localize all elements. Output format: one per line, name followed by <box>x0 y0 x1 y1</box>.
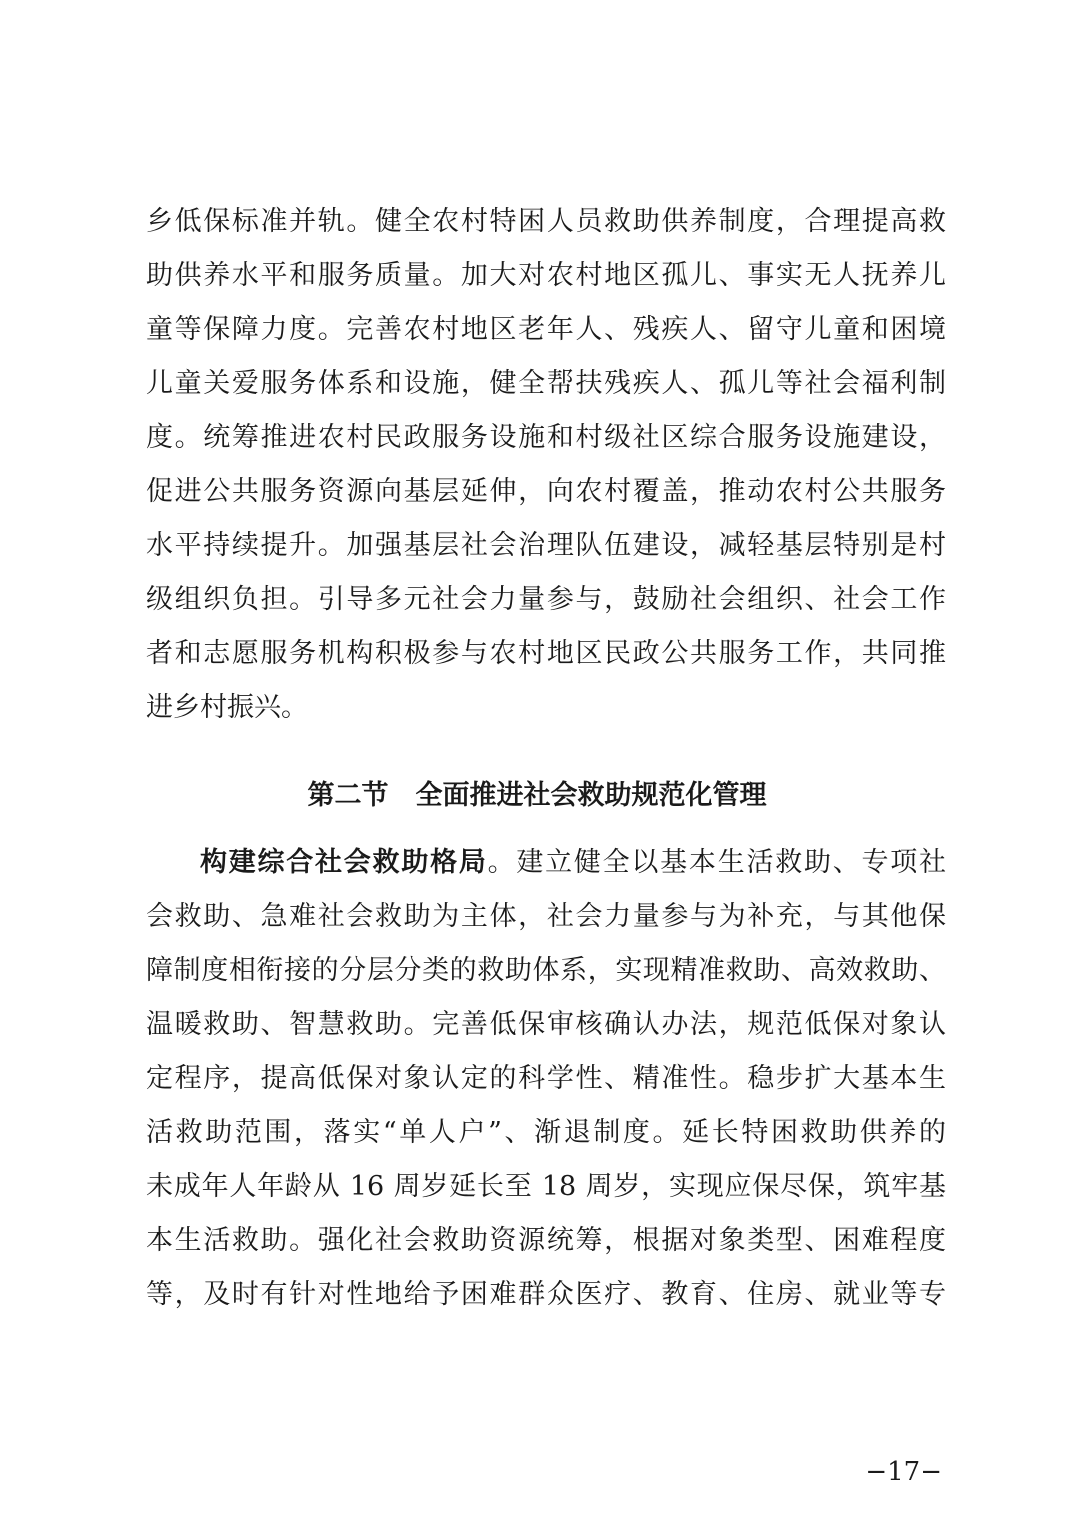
paragraph-line: 温暖救助、智慧救助。完善低保审核确认办法，规范低保对象认 <box>146 1009 946 1040</box>
paragraph-line: 本生活救助。强化社会救助资源统筹，根据对象类型、困难程度 <box>146 1225 946 1256</box>
section-heading: 第二节 全面推进社会救助规范化管理 <box>307 780 767 811</box>
paragraph-line: 童等保障力度。完善农村地区老年人、残疾人、留守儿童和困境 <box>146 314 946 345</box>
paragraph-line: 儿童关爱服务体系和设施，健全帮扶残疾人、孤儿等社会福利制 <box>146 368 946 399</box>
paragraph-line: 度。统筹推进农村民政服务设施和村级社区综合服务设施建设， <box>146 422 946 453</box>
paragraph-line: 助供养水平和服务质量。加大对农村地区孤儿、事实无人抚养儿 <box>146 260 946 291</box>
page-number: −17− <box>865 1457 942 1487</box>
paragraph-line: 乡低保标准并轨。健全农村特困人员救助供养制度，合理提高救 <box>146 206 946 237</box>
paragraph-line: 未成年人年龄从 16 周岁延长至 18 周岁，实现应保尽保，筑牢基 <box>146 1171 946 1202</box>
paragraph-line: 等，及时有针对性地给予困难群众医疗、教育、住房、就业等专 <box>146 1279 946 1310</box>
paragraph-line: 水平持续提升。加强基层社会治理队伍建设，减轻基层特别是村 <box>146 530 946 561</box>
paragraph-line: 级组织负担。引导多元社会力量参与，鼓励社会组织、社会工作 <box>146 584 946 615</box>
paragraph-rural-services <box>146 195 946 735</box>
paragraph-lead-phrase: 构建综合社会救助格局 <box>200 847 488 878</box>
paragraph-social-assistance <box>146 836 946 1322</box>
paragraph-line: 活救助范围，落实“单人户”、渐退制度。延长特困救助供养的 <box>146 1117 946 1148</box>
paragraph-line: 会救助、急难社会救助为主体，社会力量参与为补充，与其他保 <box>146 901 946 932</box>
paragraph-line: 者和志愿服务机构积极参与农村地区民政公共服务工作，共同推 <box>146 638 946 669</box>
paragraph-first-line-rest: 。建立健全以基本生活救助、专项社 <box>487 847 947 878</box>
paragraph-line: 定程序，提高低保对象认定的科学性、精准性。稳步扩大基本生 <box>146 1063 946 1094</box>
paragraph-line: 促进公共服务资源向基层延伸，向农村覆盖，推动农村公共服务 <box>146 476 946 507</box>
paragraph-line: 进乡村振兴。 <box>146 692 308 723</box>
paragraph-first-line <box>146 836 946 890</box>
paragraph-line: 障制度相衔接的分层分类的救助体系，实现精准救助、高效救助、 <box>146 955 946 986</box>
